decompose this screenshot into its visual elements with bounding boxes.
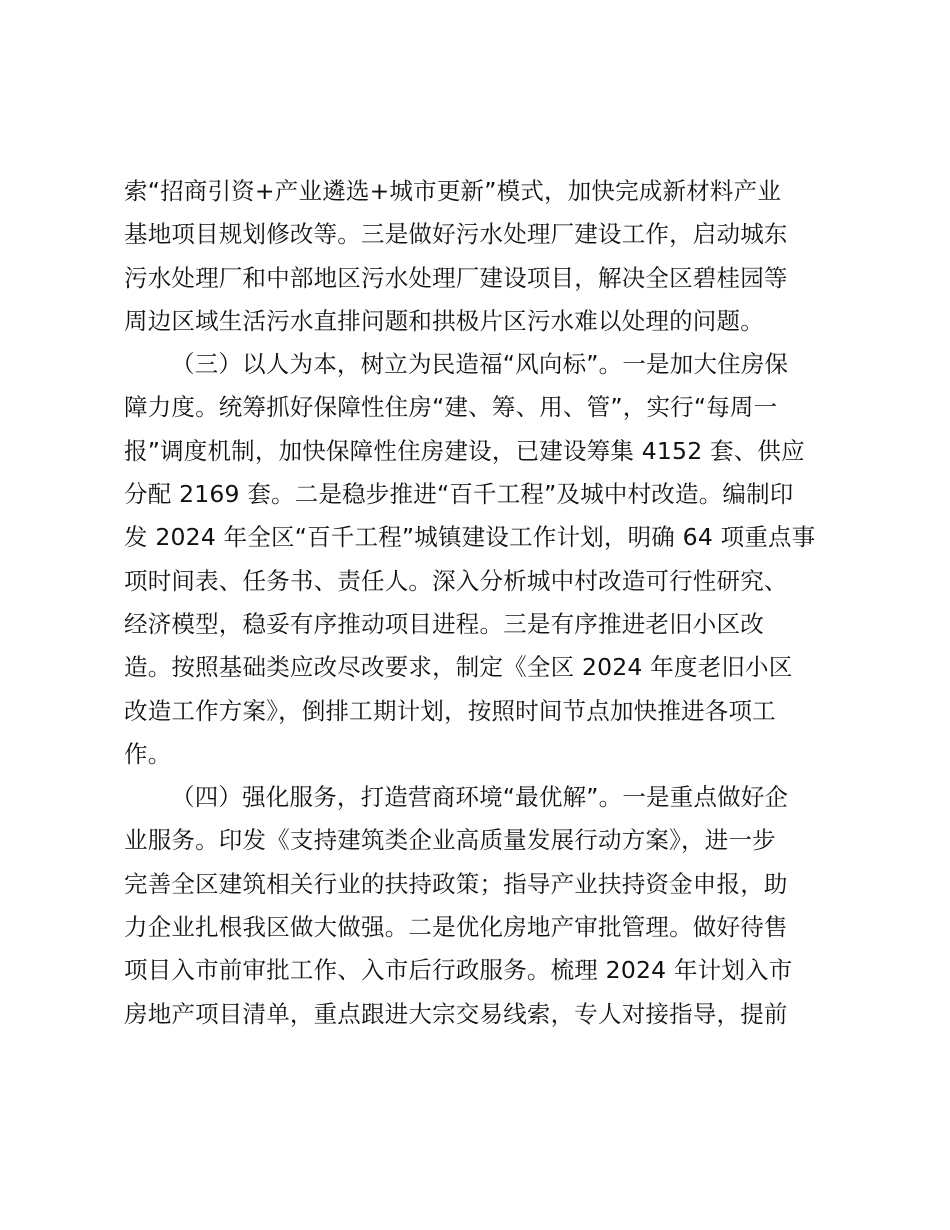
text-line: 障力度。统筹抓好保障性住房“建、筹、用、管”，实行“每周一: [124, 393, 778, 422]
text-line: 分配 2169 套。二是稳步推进“百千工程”及城中村改造。编制印: [124, 480, 794, 509]
text-line: 业服务。印发《支持建筑类企业高质量发展行动方案》，进一步: [124, 826, 776, 855]
text-line: 项目入市前审批工作、入市后行政服务。梳理 2024 年计划入市: [124, 956, 793, 985]
text-line: 房地产项目清单，重点跟进大宗交易线索，专人对接指导，提前: [124, 999, 788, 1028]
section-three-heading-line: （三）以人为本，树立为民造福“风向标”。一是加大住房保: [171, 350, 789, 379]
text-line: 完善全区建筑相关行业的扶持政策；指导产业扶持资金申报，助: [124, 869, 788, 898]
text-line: 报”调度机制，加快保障性住房建设，已建设筹集 4152 套、供应: [124, 436, 805, 465]
text-line: 项时间表、任务书、责任人。深入分析城中村改造可行性研究、: [124, 566, 788, 595]
body-text: [124, 170, 844, 1036]
text-line: 索“招商引资+产业遴选+城市更新”模式，加快完成新材料产业: [124, 177, 782, 205]
text-line: 发 2024 年全区“百千工程”城镇建设工作计划，明确 64 项重点事: [124, 523, 816, 552]
text-line: 作。: [124, 739, 172, 768]
text-line: 改造工作方案》，倒排工期计划，按照时间节点加快推进各项工: [124, 696, 776, 725]
section-four-heading-line: （四）强化服务，打造营商环境“最优解”。一是重点做好企: [171, 783, 789, 812]
text-line: 造。按照基础类应改尽改要求，制定《全区 2024 年度老旧小区: [124, 653, 793, 682]
text-line: 基地项目规划修改等。三是做好污水处理厂建设工作，启动城东: [124, 220, 788, 249]
text-line: 污水处理厂和中部地区污水处理厂建设项目，解决全区碧桂园等: [124, 263, 788, 292]
text-line: 力企业扎根我区做大做强。二是优化房地产审批管理。做好待售: [124, 913, 788, 942]
text-line: 周边区域生活污水直排问题和拱极片区污水难以处理的问题。: [124, 306, 764, 335]
text-line: 经济模型，稳妥有序推动项目进程。三是有序推进老旧小区改: [124, 609, 764, 638]
